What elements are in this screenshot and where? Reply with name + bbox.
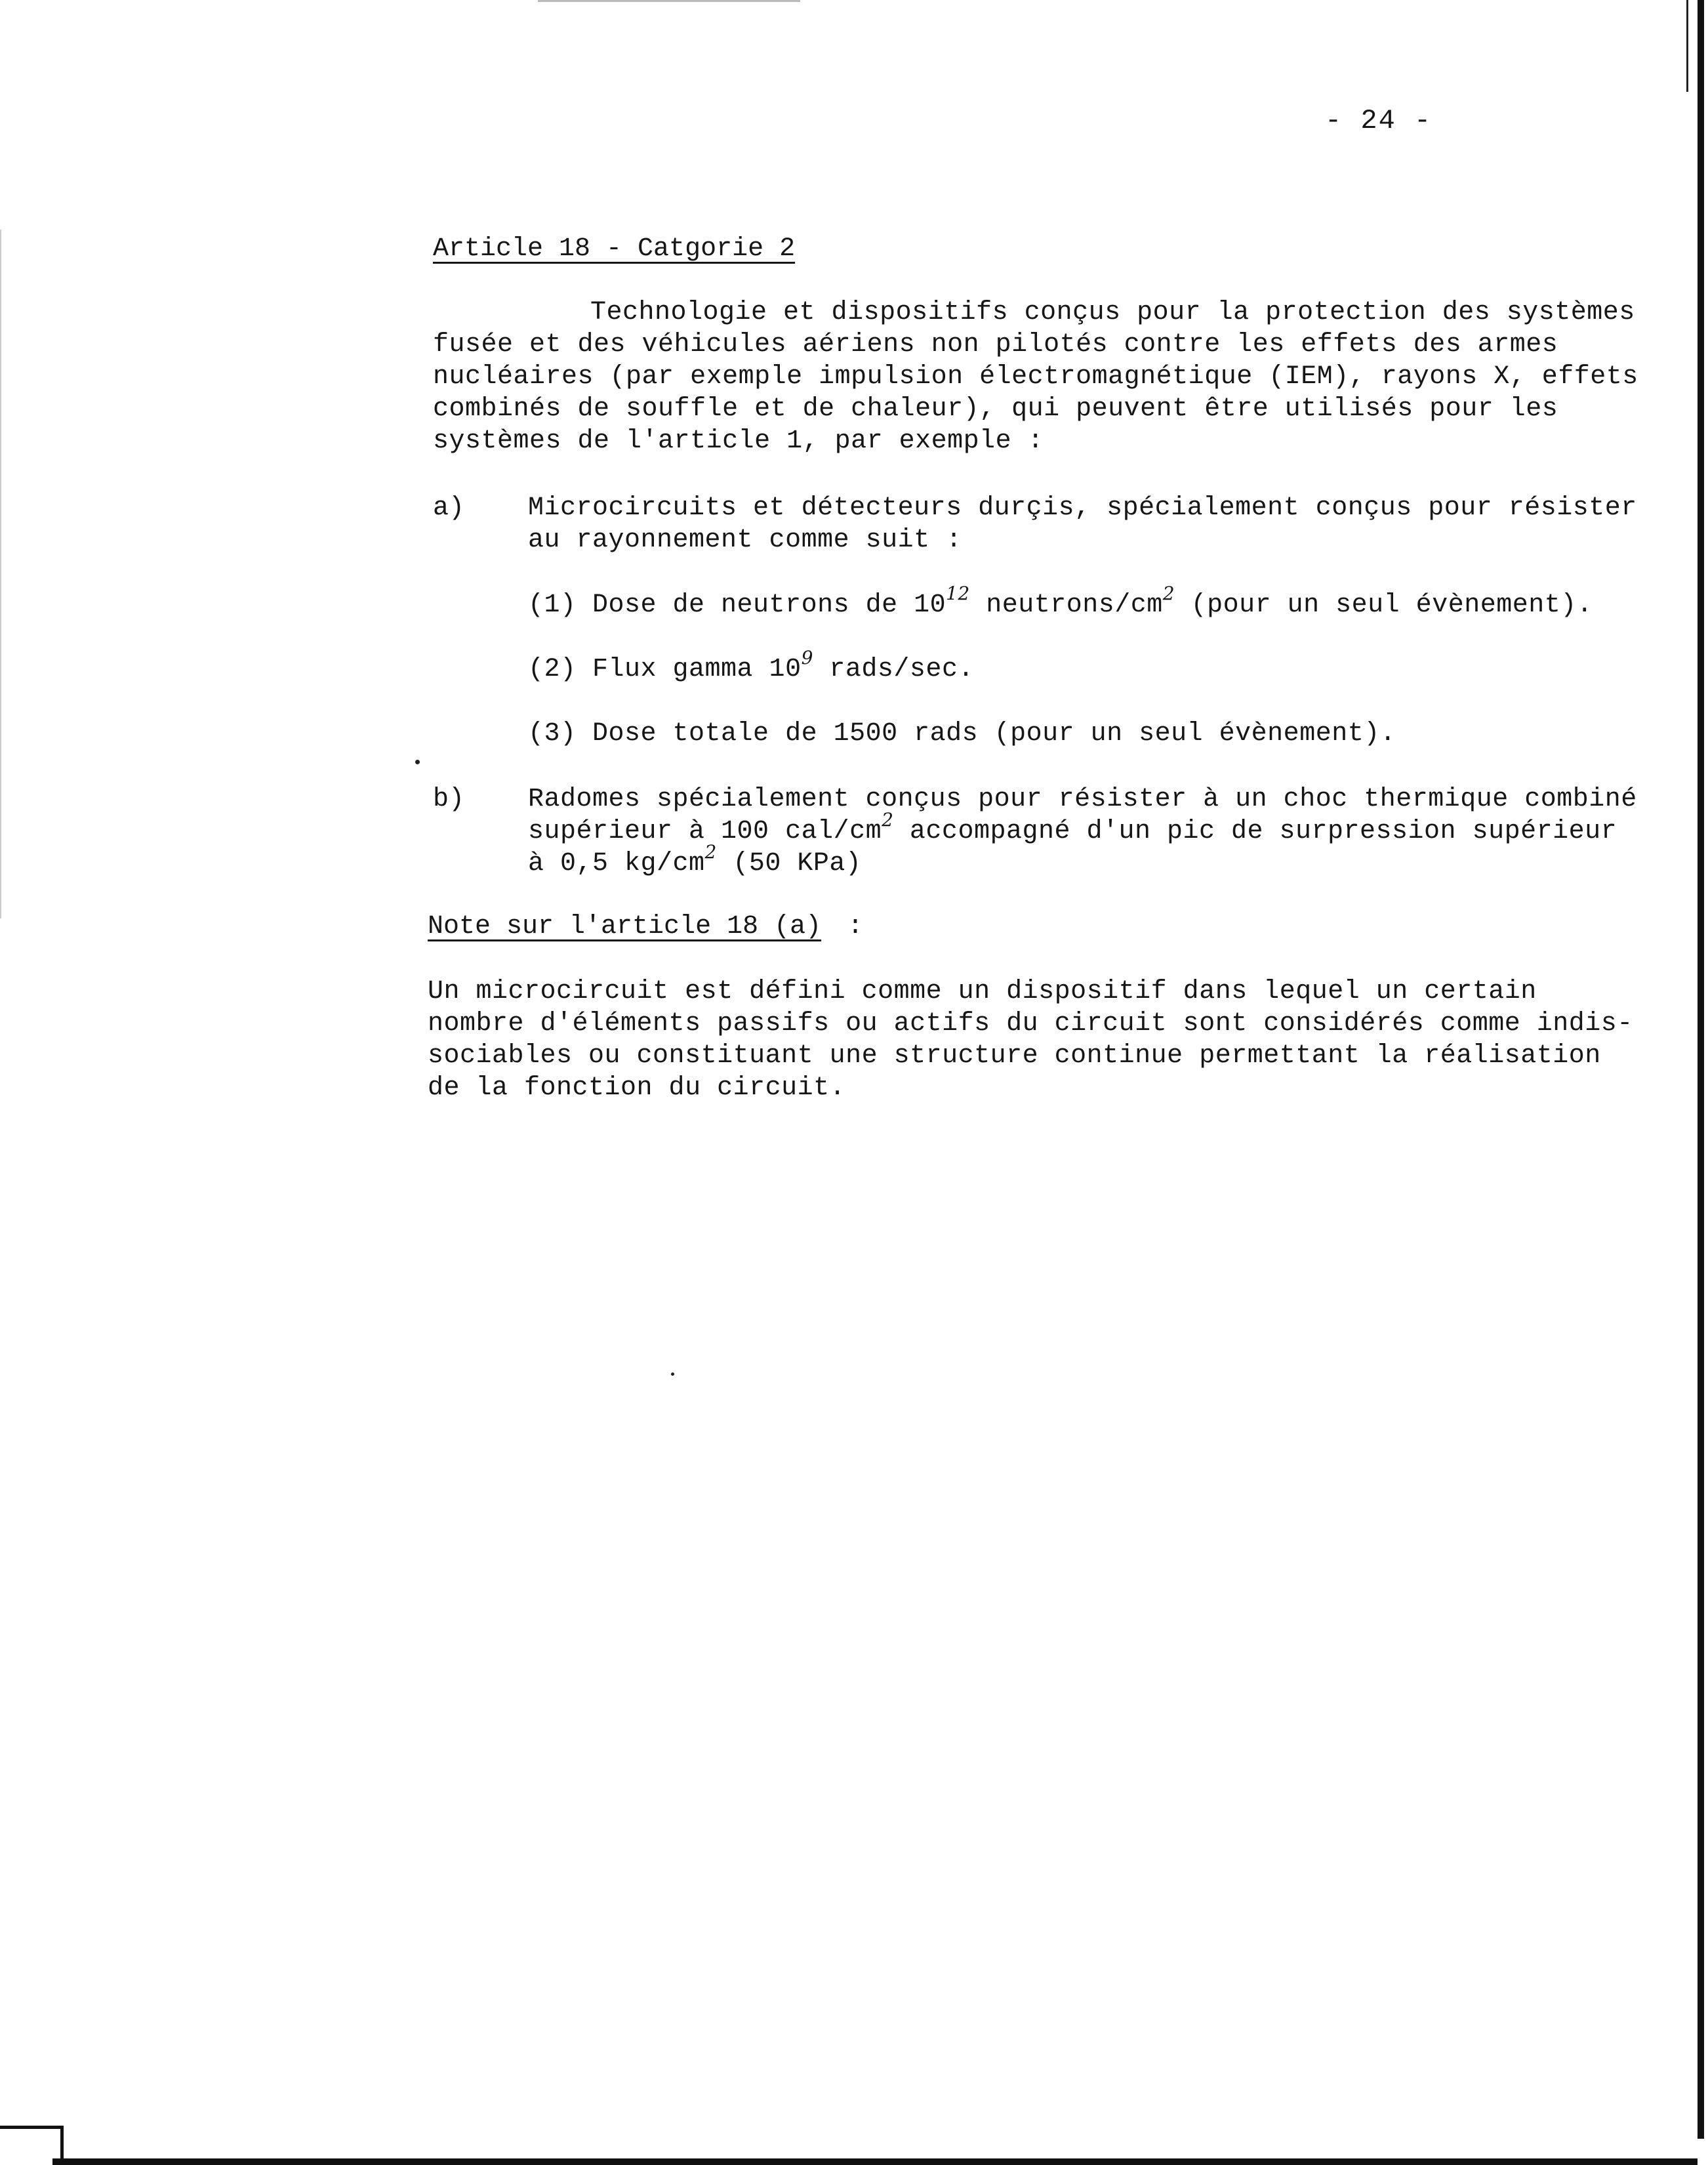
item-a-line: au rayonnement comme suit : [528,526,962,555]
item-b-text: à 0,5 kg/cm [528,849,705,878]
scan-edge-left [0,230,1,918]
scan-border-bottom [52,2158,1698,2165]
note-heading: Note sur l'article 18 (a) [428,912,822,941]
note-line: nombre d'éléments passifs ou actifs du circuit sont considérés comme indis- [428,1009,1633,1039]
item-a-subitem-1 [528,583,1593,622]
exponent: 2 [882,809,894,831]
intro-line: combinés de souffle et de chaleur), qui peuvent être utilisés pour les [433,394,1558,424]
exponent: 9 [801,647,813,669]
subitem-text: (pour un seul évènement). [1175,590,1593,620]
item-a-subitem-3: (3) Dose totale de 1500 rads (pour un seul évènement). [528,719,1396,749]
subitem-text: (1) Dose de neutrons de 10 [528,590,946,620]
exponent: 2 [1162,583,1175,604]
note-line: sociables ou constituant une structure continue permettant la réalisation [428,1041,1601,1071]
intro-line: nucléaires (par exemple impulsion électromagnétique (IEM), rayons X, effets [433,362,1638,392]
item-b-line [528,809,1617,848]
subitem-text: (2) Flux gamma 10 [528,655,802,684]
intro-line: fusée et des véhicules aériens non pilotés contre les effets des armes [433,330,1558,360]
item-a-label: a) [433,493,465,523]
exponent: 12 [946,583,970,604]
item-a-subitem-2 [528,647,974,686]
exponent: 2 [704,841,717,863]
note-line: de la fonction du circuit. [428,1073,846,1103]
scan-speck [415,760,420,764]
note-line: Un microcircuit est défini comme un dispositif dans lequel un certain [428,977,1537,1006]
item-b-text: supérieur à 100 cal/cm [528,817,882,846]
subitem-text: rads/sec. [813,655,974,684]
item-b-line: Radomes spécialement conçus pour résister à un choc thermique combiné [528,785,1637,814]
scan-border-right [1698,0,1704,2139]
page-number: - 24 - [1325,105,1433,136]
intro-line: systèmes de l'article 1, par exemple : [433,426,1044,456]
note-heading-colon: : [832,912,864,941]
article-heading: Article 18 - Catgorie 2 [433,234,796,264]
scan-border-right-thin [1686,0,1688,92]
intro-line: Technologie et dispositifs conçus pour la protection des systèmes [590,298,1635,327]
item-b-text: (50 KPa) [716,849,862,878]
scan-speck [671,1372,674,1376]
scan-corner-left [0,2126,72,2165]
item-b-label: b) [433,785,465,814]
item-a-line: Microcircuits et détecteurs durçis, spécialement conçus pour résister [528,493,1637,523]
scan-mark-top [538,0,800,2]
subitem-text: neutrons/cm [969,590,1163,620]
item-b-text: accompagné d'un pic de surpression supérieur [893,817,1617,846]
item-b-line [528,841,862,880]
